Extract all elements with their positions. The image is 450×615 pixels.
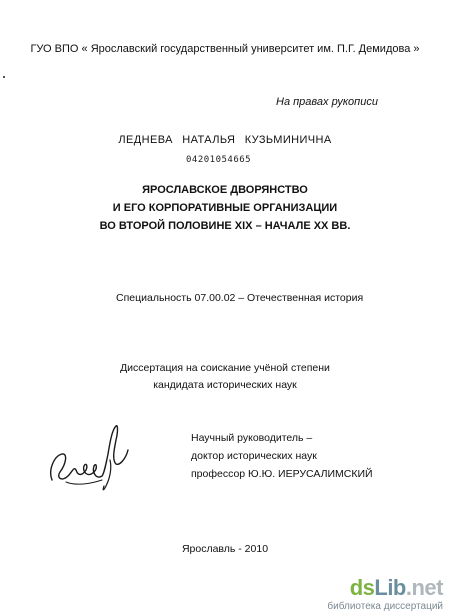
title-line-1: ЯРОСЛАВСКОЕ ДВОРЯНСТВО — [142, 184, 308, 196]
city-year: Ярославль - 2010 — [181, 543, 269, 555]
logo-part-net: .net — [405, 575, 443, 600]
institution-header: ГУО ВПО « Ярославский государственный университет им. П.Г. Демидова » — [30, 43, 420, 55]
supervisor-line-3: профессор Ю.Ю. ИЕРУСАЛИМСКИЙ — [191, 468, 373, 480]
specialty: Специальность 07.00.02 – Отечественная история — [116, 292, 364, 304]
logo-part-lib: Lib — [374, 575, 406, 600]
title-line-2: И ЕГО КОРПОРАТИВНЫЕ ОРГАНИЗАЦИИ — [112, 202, 338, 214]
degree-line-2: кандидата исторических наук — [153, 379, 297, 391]
degree-line-1: Диссертация на соискание учёной степени — [120, 362, 330, 374]
stamp-number: 04201054665 — [186, 155, 252, 165]
title-line-3: ВО ВТОРОЙ ПОЛОВИНЕ XIX – НАЧАЛЕ XX ВВ. — [99, 220, 351, 232]
author-signature — [46, 420, 136, 496]
logo-part-ds: ds — [349, 575, 375, 600]
scan-mark — [3, 76, 5, 78]
watermark-tagline: библиотека диссертаций — [327, 601, 443, 612]
dslib-logo — [350, 575, 443, 601]
dslib-watermark[interactable] — [325, 575, 443, 611]
author-name: ЛЕДНЕВА НАТАЛЬЯ КУЗЬМИНИЧНА — [118, 134, 332, 146]
supervisor-line-1: Научный руководитель – — [191, 432, 313, 444]
supervisor-line-2: доктор исторических наук — [191, 450, 317, 462]
manuscript-note: На правах рукописи — [276, 96, 378, 108]
